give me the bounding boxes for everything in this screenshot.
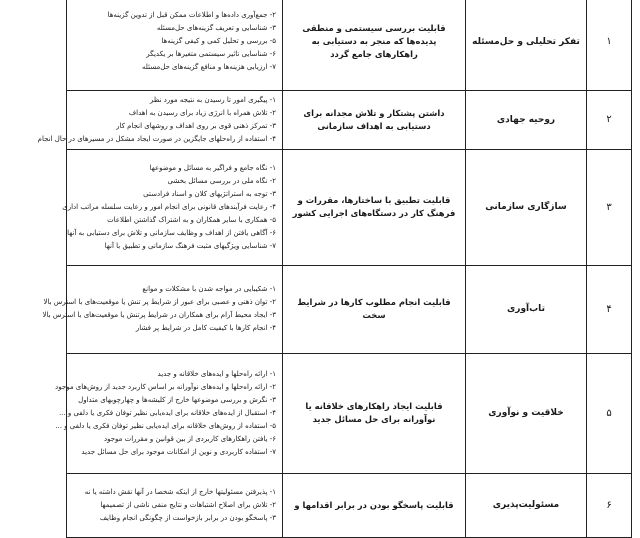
indicator-item: ۱- پذیرفتن مسئولیتها خارج از اینکه شخصا در آنها نقش داشته یا نه xyxy=(84,487,276,496)
competency-table xyxy=(37,0,632,538)
competency-definition: داشتن پشتکار و تلاش مجدانه برای دستیابی به اهداف سازمانی xyxy=(283,91,466,150)
indicator-item: ۴- استفاده از راه‌حلهای جایگزین در صورت ایجاد مشکل در مسیرهای در حال انجام xyxy=(37,134,276,143)
indicator-item: ۳- پاسخگو بودن در برابر بازخواست از چگونگی انجام وظایف xyxy=(99,513,276,522)
indicator-item: ۵- همکاری با سایر همکاران و به اشتراک گذاشتن اطلاعات xyxy=(107,215,276,224)
indicator-item: ۲- تلاش همراه با انرژی زیاد برای رسیدن به اهداف xyxy=(128,108,276,117)
indicator-item: ۶- آگاهی یافتن از اهداف و وظایف سازمانی و تلاش برای دستیابی به آنها xyxy=(67,228,276,237)
indicator-item: ۲- ارائه راه‌حلها و ایده‌های نوآورانه بر اساس کاربرد جدید از روش‌های موجود xyxy=(55,382,276,391)
indicator-item: ۷- استفاده کاربردی و نوین از امکانات موجود برای حل مسائل جدید xyxy=(81,447,276,456)
indicator-item: ۳- توجه به استراتژیهای کلان و اسناد فرادستی xyxy=(143,189,276,198)
indicator-item: ۳- شناسایی و تعریف گزینه‌های حل‌مسئله xyxy=(156,24,276,33)
competency-title: سازگاری سازمانی xyxy=(466,149,587,265)
competency-definition: قابلیت بررسی سیستمی و منطقی پدیده‌ها که منجر به دستیابی به راهکارهای جامع گردد xyxy=(283,0,466,91)
behavior-indicators xyxy=(62,149,283,265)
competency-definition: قابلیت پاسخگو بودن در برابر اقدامها و xyxy=(283,473,466,537)
indicator-item: ۴- انجام کارها با کیفیت کامل در شرایط پر فشار xyxy=(135,324,276,333)
row-number: ۵ xyxy=(587,353,632,473)
competency-definition: قابلیت تطبیق با ساختارها، مقررات و فرهنگ کار در دستگاه‌های اجرایی کشور xyxy=(283,149,466,265)
table-row xyxy=(67,149,632,265)
row-number: ۳ xyxy=(587,149,632,265)
indicator-item: ۲- تلاش برای اصلاح اشتباهات و نتایج منفی ناشی از تصمیمها xyxy=(100,500,276,509)
competency-definition: قابلیت ایجاد راهکارهای خلاقانه یا نوآورانه برای حل مسائل جدید xyxy=(283,353,466,473)
table-row xyxy=(67,473,632,537)
table-row xyxy=(67,353,632,473)
indicator-item: ۲- جمع‌آوری داده‌ها و اطلاعات ممکن قبل از تدوین گزینه‌ها xyxy=(107,11,276,20)
indicator-item: ۳- تمرکز ذهنی قوی بر روی اهداف و روشهای انجام کار xyxy=(116,121,276,130)
indicator-item: ۴- رعایت فرآیندهای قانونی برای انجام امور و رعایت سلسله مراتب اداری xyxy=(62,202,276,211)
indicator-item: ۷- ارزیابی هزینه‌ها و منافع گزینه‌های حل‌مسئله xyxy=(142,62,276,71)
indicator-item: ۵- بررسی و تحلیل کمی و کیفی گزینه‌ها xyxy=(161,37,276,46)
indicator-item: ۱- ارائه راه‌حلها و ایده‌های خلاقانه و جدید xyxy=(157,369,276,378)
indicator-item: ۱- نگاه جامع و فراگیر به مسائل و موضوعها xyxy=(149,163,276,172)
competency-definition: قابلیت انجام مطلوب کارها در شرایط سخت xyxy=(283,265,466,353)
competency-title: خلاقیت و نوآوری xyxy=(466,353,587,473)
indicator-item: ۷- شناسایی ویژگیهای مثبت فرهنگ سازمانی و تطبیق با آنها xyxy=(104,241,276,250)
competency-title: تفکر تحلیلی و حل‌مسئله xyxy=(466,0,587,91)
indicator-item: ۳- ایجاد محیط آرام برای همکاران در شرایط پرتنش یا موقعیت‌های با استرس بالا xyxy=(42,311,276,320)
competency-title: تاب‌آوری xyxy=(466,265,587,353)
table-row xyxy=(67,91,632,150)
competency-title: مسئولیت‌پذیری xyxy=(466,473,587,537)
behavior-indicators xyxy=(37,91,283,150)
behavior-indicators xyxy=(42,265,283,353)
behavior-indicators xyxy=(67,473,283,537)
indicator-item: ۲- نگاه ملی در بررسی مسائل بخشی xyxy=(167,176,276,185)
indicator-item: ۱- شکیبایی در مواجه شدن با مشکلات و موانع xyxy=(142,285,276,294)
row-number: ۴ xyxy=(587,265,632,353)
indicator-item: ۲- توان ذهنی و عصبی برای عبور از شرایط پر تنش یا موقعیت‌های با استرس بالا xyxy=(43,298,276,307)
indicator-item: ۴- استقبال از ایده‌های خلاقانه برای ایده‌یابی نظیر توفان فکری یا دلفی و ... xyxy=(58,408,276,417)
behavior-indicators xyxy=(67,0,283,91)
competency-title: روحیه جهادی xyxy=(466,91,587,150)
row-number: ۲ xyxy=(587,91,632,150)
indicator-item: ۱- پیگیری امور تا رسیدن به نتیجه مورد نظر xyxy=(150,96,276,104)
table-row xyxy=(67,0,632,91)
indicator-item: ۶- یافتن راهکارهای کاربردی از بین قوانین و مقررات موجود xyxy=(103,434,276,443)
row-number: ۶ xyxy=(587,473,632,537)
table-row xyxy=(67,265,632,353)
row-number: ۱ xyxy=(587,0,632,91)
indicator-item: ۶- شناسایی تاثیر سیستمی متغیرها بر یکدیگر xyxy=(146,49,276,58)
indicator-item: ۵- استفاده از روش‌های خلاقانه برای ایده‌یابی نظیر توفان فکری یا دلفی و ... xyxy=(55,421,276,430)
behavior-indicators xyxy=(55,353,283,473)
indicator-item: ۳- نگرش و بررسی موضوعها خارج از کلیشه‌ها و چهارچوبهای متداول xyxy=(78,395,276,404)
